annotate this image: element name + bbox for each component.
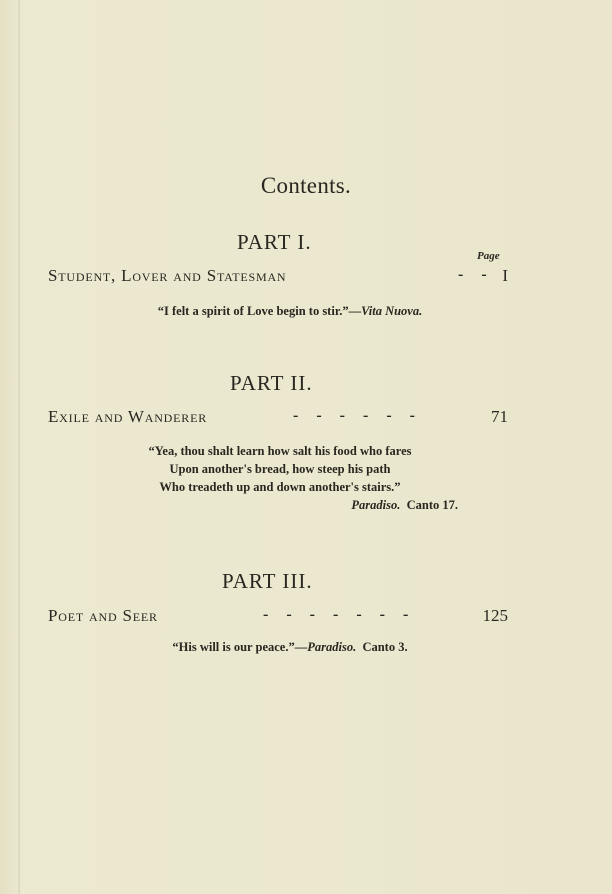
page-number: I [502,266,508,285]
part-2-label: PART II. [230,371,313,395]
epigraph-line: Who treadeth up and down another's stairs.” [159,480,401,494]
dot-leader: - - - - - - - [263,606,409,623]
entry-title: Exile and Wanderer [48,407,208,426]
toc-entry-part-1[interactable] [48,266,508,290]
epigraph-line: Upon another's bread, how steep his path [169,462,391,476]
epigraph-canto: Canto 17. [406,498,458,512]
epigraph-line: “Yea, thou shalt learn how salt his food who fares [148,444,412,458]
page-number: 71 [491,407,508,426]
page-column-header: Page [477,250,500,262]
epigraph-canto: Canto 3. [362,640,408,654]
part-1-label: PART I. [237,230,312,254]
epigraph-citation [100,496,460,514]
epigraph-source: Paradiso. [307,640,357,654]
epigraph-part-1 [90,302,490,320]
epigraph-part-2 [100,442,460,514]
page-number: 125 [482,606,508,625]
epigraph-source: Vita Nuova. [361,304,423,318]
epigraph-text: “I felt a spirit of Love begin to stir.”— [157,304,362,318]
entry-title: Student, Lover and Statesman [48,266,287,285]
toc-entry-part-3[interactable] [48,606,508,630]
epigraph-source: Paradiso. [351,498,401,512]
dot-leader: - - - - - - [293,407,415,424]
toc-entry-part-2[interactable] [48,407,508,431]
entry-title: Poet and Seer [48,606,158,625]
epigraph-text: “His will is our peace.”— [172,640,308,654]
contents-heading: Contents. [260,173,352,198]
part-3-label: PART III. [222,569,313,593]
page-gutter [18,0,20,894]
dot-leader: - - [458,266,487,283]
epigraph-part-3 [80,638,500,656]
